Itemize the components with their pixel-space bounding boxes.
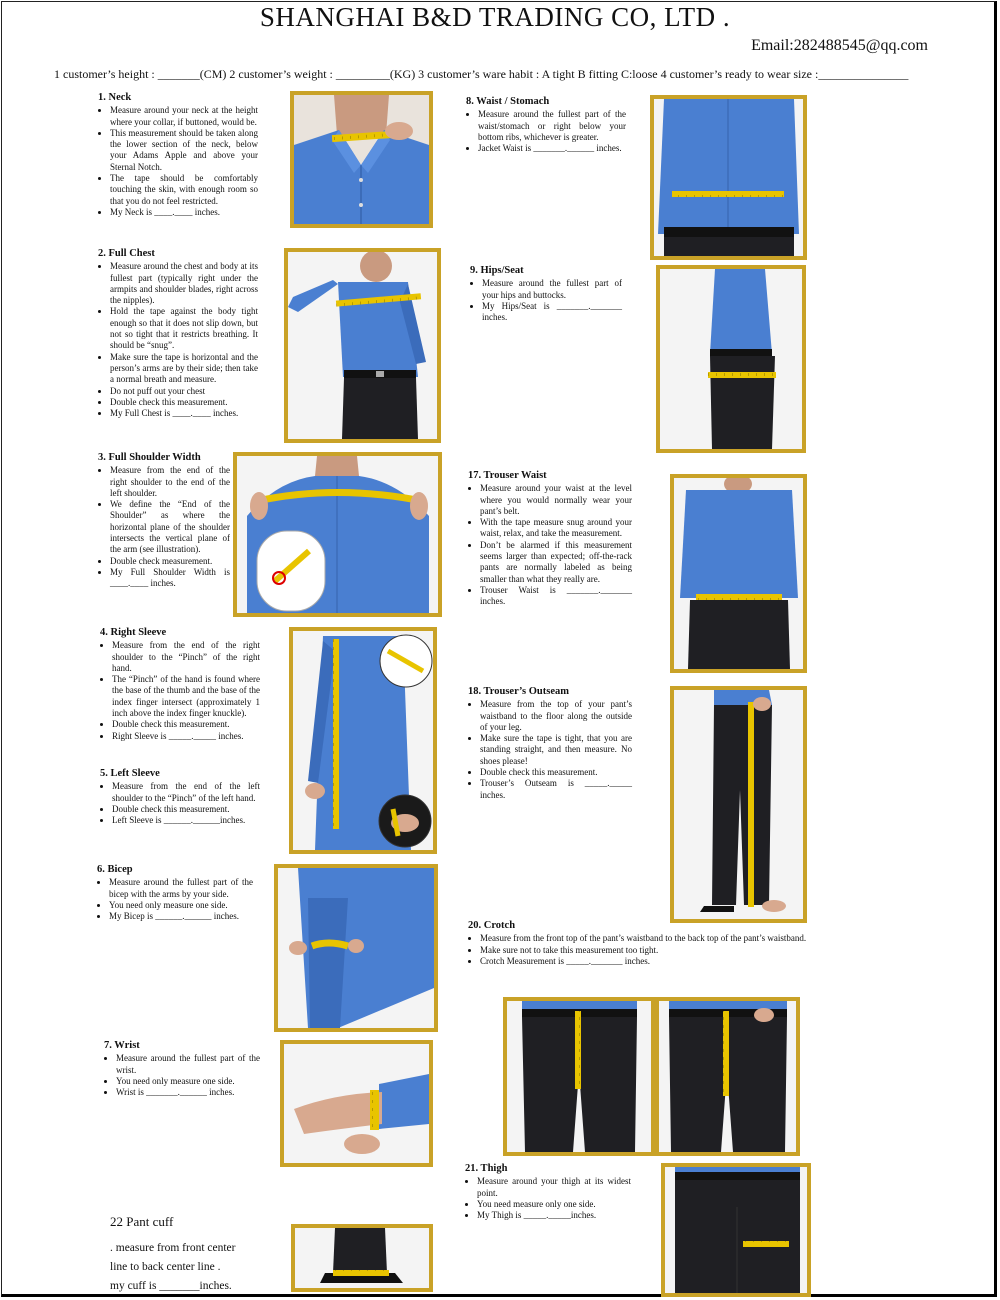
cuff-line: . measure from front center [110,1242,236,1254]
list-item: • You need only measure one side. [109,900,253,911]
list-item: • Measure around the fullest part of the waist/stomach or right below your bottom ribs, whichever is greater. [478,109,626,143]
list-item: • My Full Chest is ____.____ inches. [110,408,258,419]
list-item: • Double check this measurement. [112,804,260,815]
list-item: • Measure around your neck at the height where your collar, if buttoned, would be. [110,105,258,128]
list-item: • My Neck is ____.____ inches. [110,207,258,218]
list-item: • Don’t be alarmed if this measurement seems larger than expected; off-the-rack pants are normally labeled as being smaller than what they really are. [480,540,632,585]
list-item: • Measure from the front top of the pant’s waistband to the back top of the pant’s waistband. [480,933,838,944]
section-title: 8. Waist / Stomach [466,96,550,107]
list-item: • Left Sleeve is ______.______inches. [112,815,260,826]
list-item: • Make sure not to take this measurement too tight. [480,945,838,956]
thigh-measure-photo [661,1163,811,1297]
list-item: • My Hips/Seat is _______._______ inches. [482,301,622,324]
section-title: 20. Crotch [468,920,516,931]
bicep-measure-photo [274,864,438,1032]
section-chest [98,248,258,419]
cuff-line: my cuff is _______inches. [110,1280,232,1292]
list-item: • Measure around the fullest part of the wrist. [116,1053,260,1076]
list-item: • Jacket Waist is _______.______ inches. [478,143,626,154]
section-pant-cuff [110,1212,280,1296]
list-item: • With the tape measure snug around your waist, relax, and take the measurement. [480,517,632,540]
section-shoulder [98,452,230,590]
list-item: • Double check this measurement. [112,719,260,730]
section-title: 4. Right Sleeve [100,627,167,638]
list-item: • Measure from the end of the left shoulder to the “Pinch” of the left hand. [112,781,260,804]
section-title: 9. Hips/Seat [470,265,524,276]
section-left-sleeve [100,768,260,826]
section-trouser-waist [468,470,632,608]
list-item: • Wrist is _______.______ inches. [116,1087,260,1098]
list-item: • My Bicep is ______.______ inches. [109,911,253,922]
section-title: 22 Pant cuff [110,1214,174,1229]
section-title: 1. Neck [98,92,132,103]
list-item: • Make sure the tape is tight, that you are standing straight, and then measure. No shoes please! [480,733,632,767]
list-item: • We define the “End of the Shoulder” as where the horizontal plane of the shoulder intersects the vertical plane of the arm (see illustration). [110,499,230,555]
list-item: • Measure from the top of your pant’s waistband to the floor along the outside of your leg. [480,699,632,733]
list-item: • Measure around your thigh at its widest point. [477,1176,631,1199]
list-item: • The “Pinch” of the hand is found where the base of the thumb and the base of the index finger intersect (approximately 1 inch above the index finger knuckle). [112,674,260,719]
list-item: • My Full Shoulder Width is ____.____ inches. [110,567,230,590]
list-item: • Measure around your waist at the level where you would normally wear your pant’s belt. [480,483,632,517]
list-item: • Trouser’s Outseam is _____._____ inches. [480,778,632,801]
list-item: • Double check measurement. [110,556,230,567]
pant-cuff-photo [291,1224,433,1292]
section-title: 2. Full Chest [98,248,155,259]
section-outseam [468,686,632,801]
list-item: • Make sure the tape is horizontal and the person’s arms are by their side; then take a normal breath and measure. [110,352,258,386]
list-item: • Do not puff out your chest [110,386,258,397]
crotch-back-photo [655,997,800,1156]
sleeve-measure-photo [289,627,437,854]
list-item: • My Thigh is _____._____inches. [477,1210,631,1221]
section-title: 7. Wrist [104,1040,140,1051]
section-title: 18. Trouser’s Outseam [468,686,570,697]
section-waist [466,96,626,154]
outseam-measure-photo [670,686,807,923]
list-item: • Crotch Measurement is _____._______ inches. [480,956,838,967]
section-neck [98,92,258,218]
list-item: • Double check this measurement. [110,397,258,408]
list-item: • Trouser Waist is _______._______ inches. [480,585,632,608]
list-item: • You need measure only one side. [477,1199,631,1210]
section-title: 5. Left Sleeve [100,768,160,779]
list-item: • Double check this measurement. [480,767,632,778]
list-item: • The tape should be comfortably touching the skin, with enough room so that you do not feel restricted. [110,173,258,207]
hips-measure-photo [656,265,806,453]
section-wrist [104,1040,260,1098]
wrist-measure-photo [280,1040,433,1167]
trouser-waist-photo [670,474,807,673]
list-item: • Measure from the end of the right shoulder to the “Pinch” of the right hand. [112,640,260,674]
email-text: Email:282488545@qq.com [751,37,928,54]
section-title: 21. Thigh [465,1163,508,1174]
list-item: • Measure around the fullest part of your hips and buttocks. [482,278,622,301]
list-item: • Right Sleeve is _____._____ inches. [112,731,260,742]
crotch-front-photo [503,997,655,1156]
section-hips [470,265,622,323]
section-right-sleeve [100,627,260,742]
shoulder-measure-photo [233,452,442,617]
section-thigh [465,1163,631,1221]
section-title: 6. Bicep [97,864,133,875]
neck-measure-photo [290,91,433,228]
list-item: • Measure from the end of the right shoulder to the end of the left shoulder. [110,465,230,499]
waist-measure-photo [650,95,807,260]
cuff-line: line to back center line . [110,1261,221,1273]
customer-info-line: 1 customer’s height : _______(CM) 2 customer’s weight : _________(KG) 3 customer’s ware habit : A tight B fitting C:loose 4 customer’s ready to wear size :_______________ [54,67,909,81]
company-title: SHANGHAI B&D TRADING CO, LTD . [259,2,731,32]
list-item: • Hold the tape against the body tight enough so that it does not slip down, but not so tight that it restricts breathing. It should be “snug”. [110,306,258,351]
chest-measure-photo [284,248,441,443]
list-item: • You need only measure one side. [116,1076,260,1087]
list-item: • Measure around the chest and body at its fullest part (typically right under the armpits and shoulder blades, right across the nipples). [110,261,258,306]
section-bicep [97,864,253,922]
list-item: • This measurement should be taken along the lower section of the neck, below your Adams Apple and above your Sternal Notch. [110,128,258,173]
list-item: • Measure around the fullest part of the bicep with the arms by your side. [109,877,253,900]
section-title: 17. Trouser Waist [468,470,547,481]
section-crotch [468,920,838,967]
section-title: 3. Full Shoulder Width [98,452,201,463]
